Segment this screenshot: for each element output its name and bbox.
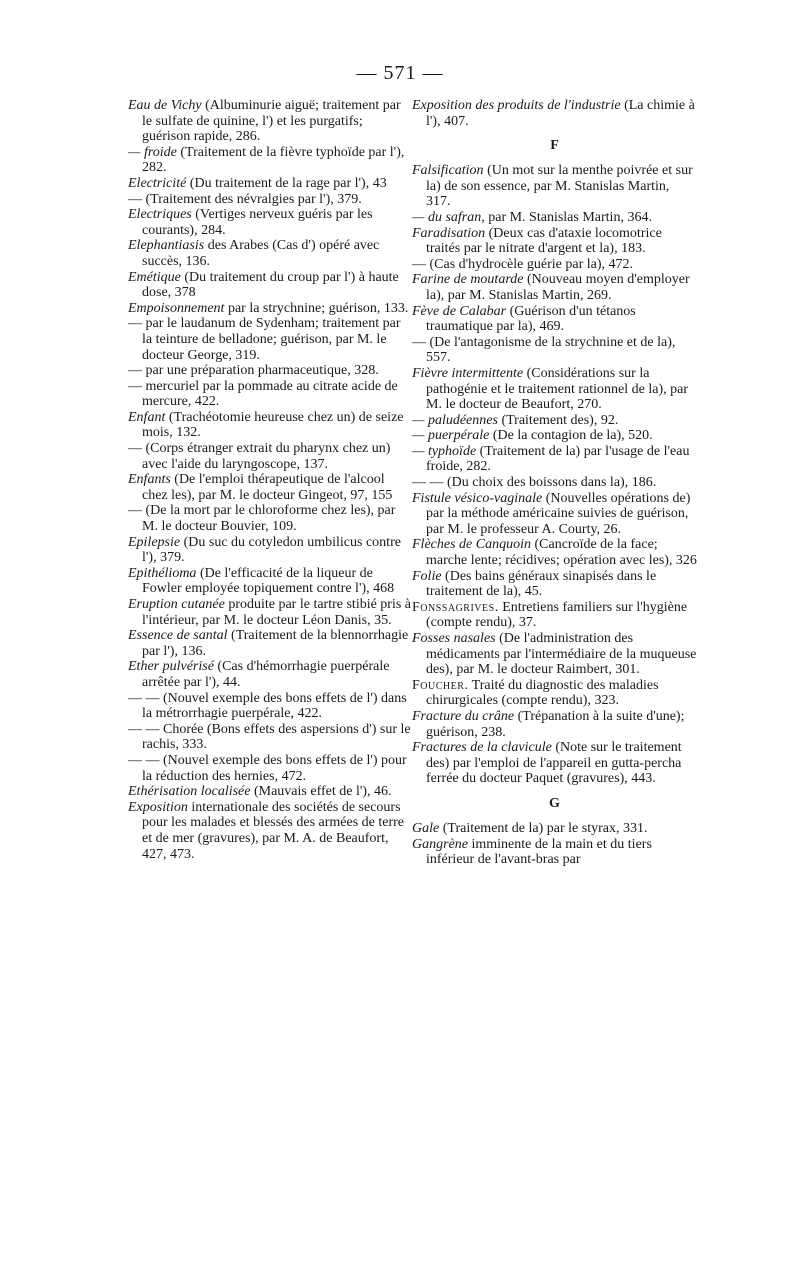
entry-text: (Trachéotomie heureuse chez un) de seize mois, 132. — [142, 409, 404, 441]
entry-text: — — (Nouvel exemple des bons effets de l') dans la métrorrhagie puerpérale, 422. — [128, 690, 407, 722]
index-entry — [128, 566, 413, 597]
entry-text: (Cas d'hémorrhagie puerpérale arrêtée par l'), 44. — [142, 659, 390, 690]
entry-text: (Guérison d'un tétanos traumatique par la), 469. — [426, 303, 636, 335]
index-entry — [412, 366, 697, 413]
index-entry — [128, 301, 413, 317]
entry-text: — — (Du choix des boissons dans la), 186. — [412, 475, 657, 491]
entry-heading: Fosses nasales — [412, 631, 496, 646]
index-entry — [128, 722, 413, 753]
entry-text: (Nouveau moyen d'employer la), par M. Stanislas Martin, 269. — [426, 272, 690, 303]
index-entry — [412, 210, 697, 226]
index-entry — [412, 678, 697, 709]
index-entry — [128, 628, 413, 659]
entry-heading: Enfants — [128, 472, 171, 488]
entry-heading: Eruption cutanée — [128, 597, 225, 612]
entry-text: — (Cas d'hydrocèle guérie par la), 472. — [412, 256, 633, 272]
entry-heading: Electricité — [128, 175, 187, 191]
entry-text: (De l'efficacité de la liqueur de Fowler employée topiquement contre l'), 468 — [142, 565, 395, 597]
entry-heading: Exposition — [128, 799, 188, 815]
entry-text: (Des bains généraux sinapisés dans le traitement de la), 45. — [426, 568, 657, 600]
index-entry — [412, 98, 697, 129]
index-entry — [128, 363, 413, 379]
entry-text: (Trépanation à la suite d'une); guérison, 238. — [426, 708, 685, 740]
index-entry — [128, 145, 413, 176]
entry-heading: Enfant — [128, 409, 166, 425]
entry-heading: Epithélioma — [128, 565, 197, 581]
entry-heading: Elephantiasis — [128, 238, 205, 254]
entry-text: des Arabes (Cas d') opéré avec succès, 136. — [142, 238, 380, 269]
entry-heading: Fractures de la clavicule — [412, 740, 552, 756]
index-entry — [128, 535, 413, 566]
entry-heading: Fracture du crâne — [412, 708, 515, 724]
entry-text: — mercuriel par la pommade au citrate acide de mercure, 422. — [128, 378, 398, 410]
index-entry — [412, 428, 697, 444]
page-number: — 571 — — [356, 62, 444, 84]
index-entry — [128, 192, 413, 208]
index-entry — [412, 413, 697, 429]
entry-heading: Exposition des produits de l'industrie — [412, 98, 621, 113]
index-entry — [412, 444, 697, 475]
entry-text: (Traitement des), 92. — [497, 412, 619, 428]
entry-text: (De l'administration des médicaments par l'intermédiaire de la muqueuse des), par M. le docteur Raimbert, 301. — [426, 631, 697, 678]
index-entry — [412, 837, 697, 868]
entry-heading: Ethérisation localisée — [128, 784, 251, 800]
entry-heading: Ether pulvérisé — [128, 659, 214, 675]
entry-text: — — (Nouvel exemple des bons effets de l') pour la réduction des hernies, 472. — [128, 752, 407, 784]
entry-heading: Foucher. — [412, 677, 469, 693]
entry-text: (Du traitement du croup par l') à haute dose, 378 — [142, 269, 399, 301]
entry-heading: — typhoïde — [412, 443, 477, 459]
entry-heading: — du safran, — [412, 209, 485, 225]
entry-heading: — paludéennes — [412, 412, 498, 428]
entry-heading: Folie — [412, 568, 442, 584]
entry-text: (Note sur le traitement des) par l'emploi de l'appareil en gutta-percha ferrée du docteur Paquet (gravures), 443. — [426, 740, 682, 787]
entry-text: (Traitement de la fièvre typhoïde par l'), 282. — [142, 144, 405, 176]
entry-text: (Du traitement de la rage par l'), 43 — [186, 175, 387, 191]
entry-text: — par le laudanum de Sydenham; traitement par la teinture de belladone; guérison, par M. le docteur George, 319. — [128, 316, 401, 363]
index-entry — [128, 800, 413, 862]
entry-text: — par une préparation pharmaceutique, 328. — [128, 363, 379, 379]
entry-text: imminente de la main et du tiers inférieur de l'avant-bras par — [426, 836, 652, 868]
entry-heading: — puerpérale — [412, 428, 490, 444]
index-entry — [412, 491, 697, 538]
index-entry — [412, 272, 697, 303]
index-entry — [128, 503, 413, 534]
entry-text: — (Traitement des névralgies par l'), 379. — [128, 191, 362, 207]
index-entry — [128, 316, 413, 363]
entry-heading: Gangrène — [412, 836, 468, 852]
entry-text: (Mauvais effet de l'), 46. — [250, 784, 392, 800]
entry-heading: Epilepsie — [128, 534, 181, 550]
entry-text: (Deux cas d'ataxie locomotrice traités par le nitrate d'argent et la), 183. — [426, 225, 662, 257]
index-entry — [412, 709, 697, 740]
entry-text: (Traitement de la blennorrhagie par l'), 136. — [142, 628, 409, 659]
entry-text: (Vertiges nerveux guéris par les courants), 284. — [142, 207, 373, 238]
entry-heading: Fève de Calabar — [412, 303, 507, 319]
entry-heading: — froide — [128, 144, 177, 160]
entry-text: internationale des sociétés de secours pour les malades et blessés des armées de terre et de mer (gravures), par M. A. de Beaufort, 427, 473. — [142, 799, 405, 862]
entry-text: — — Chorée (Bons effets des aspersions d') sur le rachis, 333. — [128, 721, 411, 753]
entry-text: Traité du diagnostic des maladies chirurgicales (compte rendu), 323. — [426, 677, 659, 709]
index-entry — [128, 753, 413, 784]
entry-heading: Falsification — [412, 163, 484, 179]
entry-text: (De la contagion de la), 520. — [489, 428, 653, 444]
entry-heading: Fièvre intermittente — [412, 365, 524, 381]
index-entry — [412, 163, 697, 210]
index-entry — [128, 441, 413, 472]
entry-text: (Considérations sur la pathogénie et le traitement rationnel de la), par M. le docteur de Beaufort, 270. — [426, 365, 688, 413]
index-column-right — [412, 98, 697, 868]
entry-text: par la strychnine; guérison, 133. — [224, 300, 409, 316]
index-entry — [128, 784, 413, 800]
entry-heading: Electriques — [128, 207, 192, 223]
index-entry — [412, 475, 697, 491]
entry-heading: Empoisonnement — [128, 300, 225, 316]
entry-heading: Fistule vésico-vaginale — [412, 490, 543, 506]
entry-text: (Cancroïde de la face; marche lente; récidives; opération avec les), 326 — [426, 537, 697, 569]
entry-text: — (De l'antagonisme de la strychnine et de la), 557. — [412, 334, 676, 366]
entry-text: — (De la mort par le chloroforme chez les), par M. le docteur Bouvier, 109. — [128, 503, 396, 535]
index-entry — [412, 226, 697, 257]
index-entry — [128, 472, 413, 503]
index-entry — [412, 600, 697, 631]
index-entry — [128, 691, 413, 722]
entry-text: — (Corps étranger extrait du pharynx chez un) avec l'aide du laryngoscope, 137. — [128, 441, 391, 472]
index-entry — [128, 238, 413, 269]
entry-heading: Faradisation — [412, 225, 486, 241]
entry-text: (Un mot sur la menthe poivrée et sur la) de son essence, par M. Stanislas Martin, 317. — [426, 163, 693, 210]
entry-text: (Albuminurie aiguë; traitement par le sulfate de quinine, l') et les purgatifs; guérison rapide, 286. — [142, 98, 401, 145]
index-entry — [128, 270, 413, 301]
index-entry — [412, 740, 697, 787]
entry-text: (Traitement de la) par le styrax, 331. — [439, 820, 648, 836]
entry-text: par M. Stanislas Martin, 364. — [484, 209, 652, 225]
index-entry — [128, 597, 413, 628]
entry-text: Entretiens familiers sur l'hygiène (compte rendu), 37. — [426, 599, 688, 631]
index-entry — [128, 379, 413, 410]
entry-heading: Gale — [412, 820, 440, 836]
entry-text: (De l'emploi thérapeutique de l'alcool chez les), par M. le docteur Gingeot, 97, 155 — [142, 472, 393, 503]
entry-text: (Traitement de la) par l'usage de l'eau froide, 282. — [426, 443, 690, 475]
entry-heading: Essence de santal — [128, 628, 228, 644]
index-entry — [128, 207, 413, 238]
index-entry — [128, 98, 413, 145]
section-letter: G — [549, 795, 560, 811]
entry-text: (Du suc du cotyledon umbilicus contre l'), 379. — [142, 534, 401, 566]
section-letter: F — [550, 138, 559, 154]
index-entry — [412, 537, 697, 568]
entry-text: produite par le tartre stibié pris à l'intérieur, par M. le docteur Léon Danis, 35. — [142, 597, 412, 628]
index-entry — [412, 569, 697, 600]
index-entry — [412, 821, 697, 837]
entry-heading: Farine de moutarde — [412, 272, 524, 288]
index-entry — [128, 410, 413, 441]
index-entry — [412, 335, 697, 366]
entry-heading: Fonssagrives. — [412, 599, 499, 615]
entry-heading: Emétique — [128, 269, 181, 285]
entry-text: (La chimie à l'), 407. — [426, 98, 695, 129]
entry-heading: Eau de Vichy — [128, 98, 202, 113]
index-entry — [412, 257, 697, 273]
entry-heading: Flèches de Canquoin — [412, 537, 531, 553]
index-entry — [412, 631, 697, 678]
index-entry — [412, 304, 697, 335]
entry-text: (Nouvelles opérations de) par la méthode américaine suivies de guérison, par M. le professeur A. Courty, 26. — [426, 490, 691, 537]
index-column-left — [128, 98, 413, 862]
index-entry — [128, 659, 413, 690]
index-entry — [128, 176, 413, 192]
